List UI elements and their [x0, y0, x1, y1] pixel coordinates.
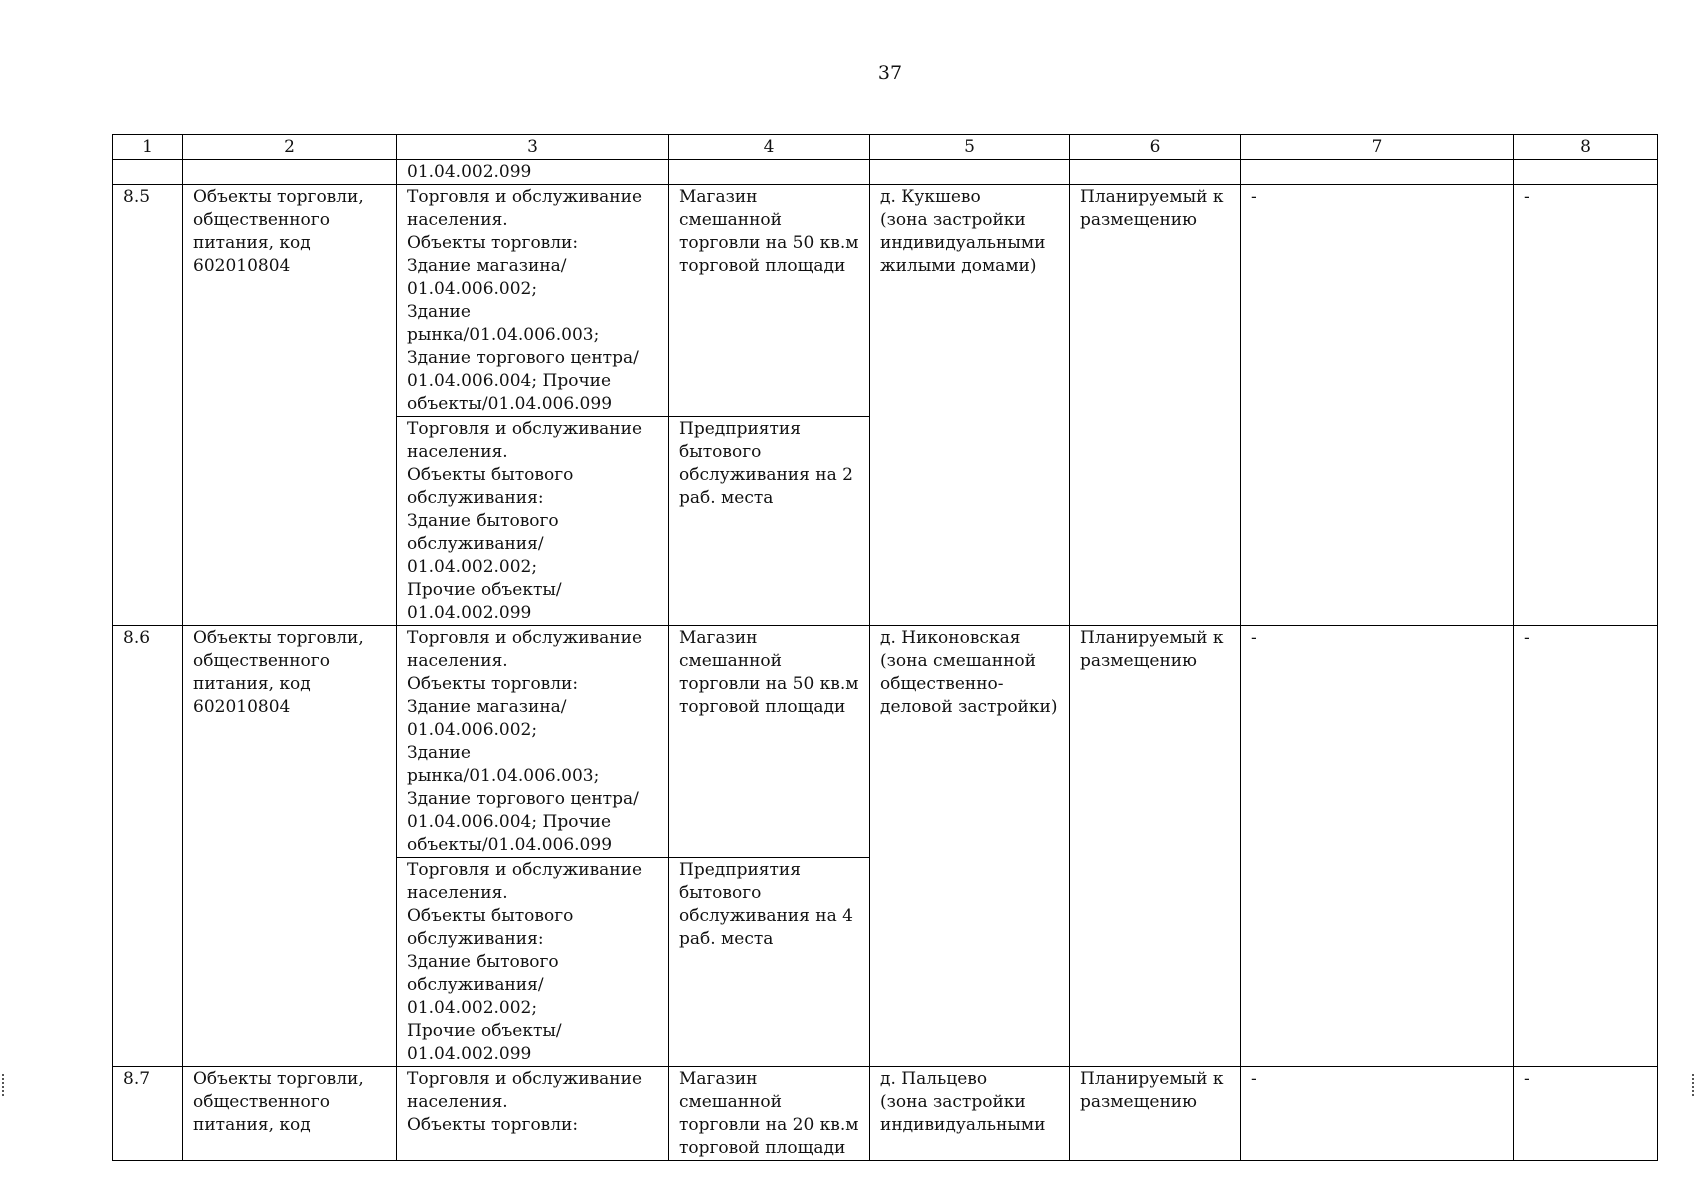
col-header: 2: [183, 135, 397, 160]
table-row: [113, 185, 1658, 417]
object-status: Планируемый к размещению: [1070, 185, 1241, 626]
col-header: 8: [1514, 135, 1658, 160]
header-row: [113, 135, 1658, 160]
object-description: Предприятия бытового обслуживания на 4 раб. места: [669, 858, 870, 1067]
object-description: Магазин смешанной торговли на 50 кв.м торговой площади: [669, 185, 870, 417]
object-location: д. Пальцево (зона застройки индивидуальными: [870, 1067, 1070, 1161]
object-name: Объекты торговли, общественного питания, код: [183, 1067, 397, 1161]
object-description: Предприятия бытового обслуживания на 2 раб. места: [669, 417, 870, 626]
table-row: [113, 1067, 1658, 1161]
col-header: 1: [113, 135, 183, 160]
table-cell: -: [1514, 185, 1658, 626]
row-number: 8.5: [113, 185, 183, 626]
object-description: Магазин смешанной торговли на 20 кв.м торговой площади: [669, 1067, 870, 1161]
table-cell: 01.04.002.099: [397, 160, 669, 185]
object-status: Планируемый к размещению: [1070, 1067, 1241, 1161]
object-location: д. Никоновская (зона смешанной общественно- деловой застройки): [870, 626, 1070, 1067]
object-purpose: Торговля и обслуживание населения. Объекты торговли: Здание магазина/ 01.04.006.002; Здание рынка/01.04.006.003; Здание торгового центра/ 01.04.006.004; Прочие объекты/01.04.006.099: [397, 185, 669, 417]
row-number: 8.7: [113, 1067, 183, 1161]
col-header: 4: [669, 135, 870, 160]
object-name: Объекты торговли, общественного питания, код 602010804: [183, 185, 397, 626]
continuation-row: [113, 160, 1658, 185]
table-cell: -: [1241, 1067, 1514, 1161]
table-cell: -: [1514, 1067, 1658, 1161]
scan-edge-mark-left: [2, 1074, 6, 1096]
object-name: Объекты торговли, общественного питания, код 602010804: [183, 626, 397, 1067]
table-cell: -: [1241, 626, 1514, 1067]
object-status: Планируемый к размещению: [1070, 626, 1241, 1067]
object-purpose: Торговля и обслуживание населения. Объекты торговли:: [397, 1067, 669, 1161]
object-description: Магазин смешанной торговли на 50 кв.м торговой площади: [669, 626, 870, 858]
col-header: 3: [397, 135, 669, 160]
table-cell: -: [1514, 626, 1658, 1067]
object-location: д. Кукшево (зона застройки индивидуальными жилыми домами): [870, 185, 1070, 626]
object-purpose: Торговля и обслуживание населения. Объекты торговли: Здание магазина/ 01.04.006.002; Здание рынка/01.04.006.003; Здание торгового центра/ 01.04.006.004; Прочие объекты/01.04.006.099: [397, 626, 669, 858]
table-cell: -: [1241, 185, 1514, 626]
object-purpose: Торговля и обслуживание населения. Объекты бытового обслуживания: Здание бытового обслуживания/ 01.04.002.002; Прочие объекты/ 01.04.002.099: [397, 417, 669, 626]
object-purpose: Торговля и обслуживание населения. Объекты бытового обслуживания: Здание бытового обслуживания/ 01.04.002.002; Прочие объекты/ 01.04.002.099: [397, 858, 669, 1067]
row-number: 8.6: [113, 626, 183, 1067]
col-header: 5: [870, 135, 1070, 160]
scan-edge-mark-right: [1692, 1074, 1696, 1096]
planning-table: [112, 134, 1658, 1161]
page-number: 37: [877, 62, 903, 84]
col-header: 7: [1241, 135, 1514, 160]
col-header: 6: [1070, 135, 1241, 160]
table-row: [113, 626, 1658, 858]
